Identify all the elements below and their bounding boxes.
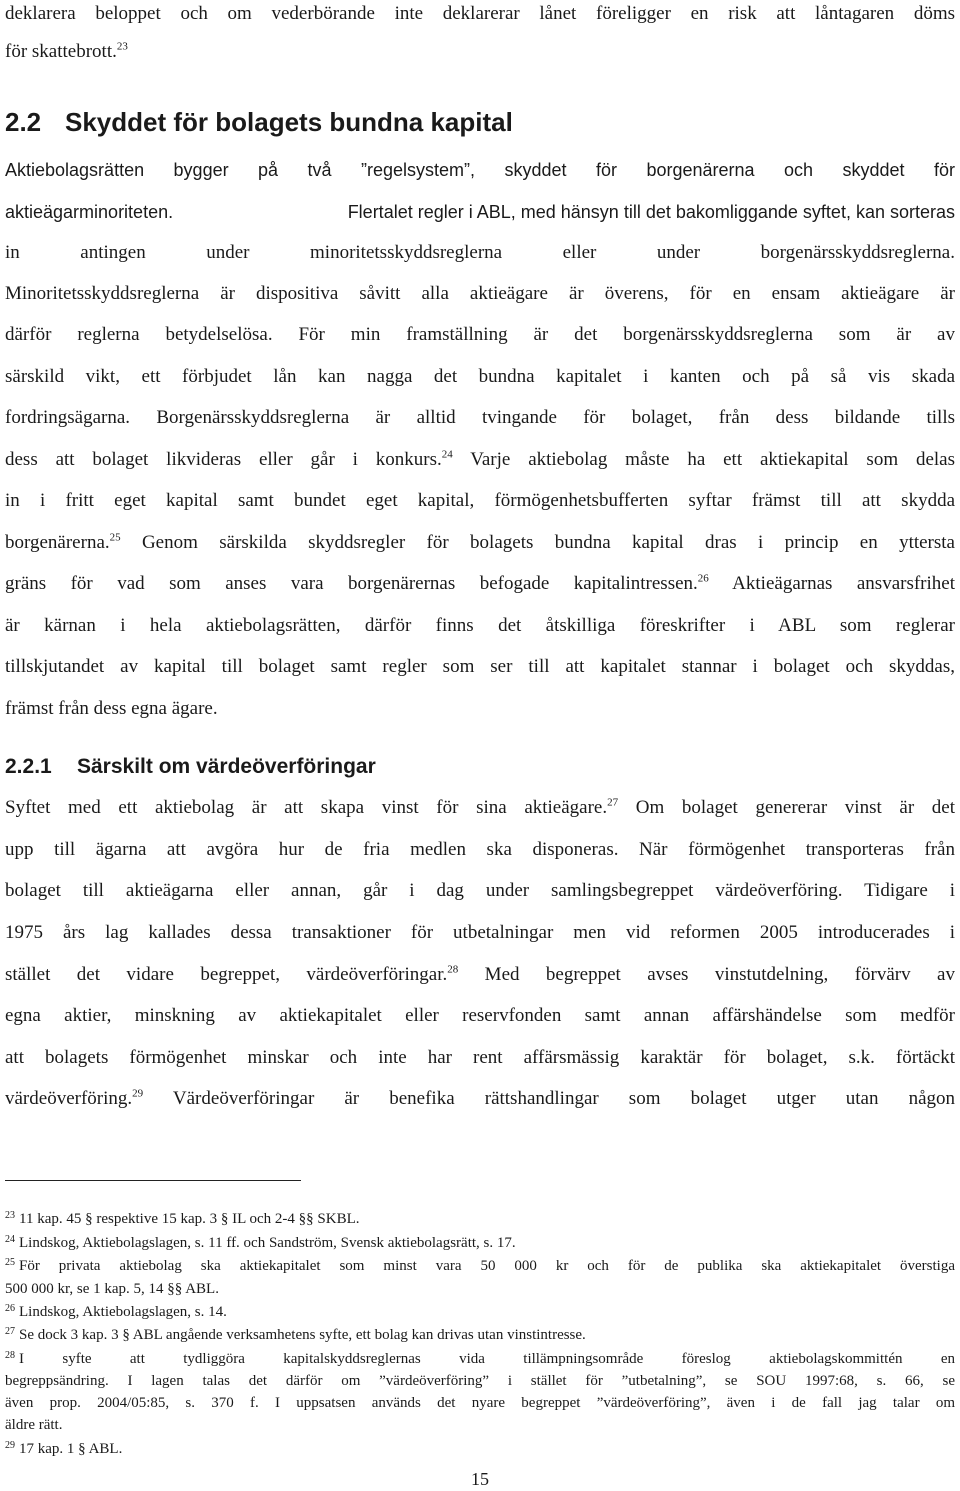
section-number: 2.2	[5, 107, 42, 137]
footnote-number: 27	[5, 1326, 15, 1337]
body-line: fordringsägarna. Borgenärsskyddsreglerna är alltid tvingande för bolaget, från dess bildande tills	[5, 407, 955, 428]
footnote-continuation: begreppsändring. I lagen talas det därför om ”värdeöverföring” i stället för ”utbetalning”, se SOU 1997:68, s. 66, se	[5, 1373, 955, 1389]
footnote-ref[interactable]: 28	[447, 963, 459, 976]
footnote-number: 28	[5, 1350, 15, 1361]
body-line: särskild vikt, ett förbjudet lån kan nagga det bundna kapitalet i kanten och på så vis skada	[5, 366, 955, 387]
footnote: $^{23}$ 11 kap. 45 § respektive 15 kap. 3 § IL och 2-4 §§ SKBL.	[5, 1210, 360, 1227]
footnote: $^{25}$ För privata aktiebolag ska aktiekapitalet som minst vara 50 000 kr och för de publika ska aktiekapitalet överstiga	[5, 1257, 955, 1274]
footnote-number: 29	[5, 1440, 15, 1451]
body-line: dess att bolaget likvideras eller går i konkurs.$^{24}$ Varje aktiebolag måste ha ett aktiekapital som delas	[5, 448, 955, 470]
footnote: $^{29}$ 17 kap. 1 § ABL.	[5, 1440, 123, 1457]
footnote-ref[interactable]: 25	[109, 531, 121, 544]
body-line: tillskjutandet av kapital till bolaget samt regler som ser till att kapitalet stannar i bolaget och skyddas,	[5, 656, 955, 677]
body-text: aktieägarminoriteten.	[5, 202, 174, 222]
footnote-ref[interactable]: 27	[607, 796, 619, 809]
body-line	[5, 200, 955, 224]
body-line: in antingen under minoritetsskyddsreglerna eller under borgenärsskyddsreglerna.	[5, 242, 955, 263]
body-line: 1975 års lag kallades dessa transaktioner för utbetalningar men vid reformen 2005 introducerades i	[5, 922, 955, 943]
body-line: stället det vidare begreppet, värdeöverföringar.$^{28}$ Med begreppet avses vinstutdelning, förvärv av	[5, 963, 955, 985]
body-line: gräns för vad som anses vara borgenärernas befogade kapitalintressen.$^{26}$ Aktieägarnas ansvarsfrihet	[5, 572, 955, 594]
footnote: $^{28}$ I syfte att tydliggöra kapitalskyddsreglernas vida tillämpningsområde föreslog aktiebolagskommittén en	[5, 1350, 955, 1367]
section-heading	[5, 106, 513, 138]
footnote-ref[interactable]: 29	[132, 1087, 144, 1100]
footnote-continuation: även prop. 2004/05:85, s. 370 f. I uppsatsen används det nyare begreppet ”värdeöverföring”, även i de fall jag talar om	[5, 1395, 955, 1411]
body-line: Minoritetsskyddsreglerna är dispositiva såvitt alla aktieägare är överens, för en ensam aktieägare är	[5, 283, 955, 304]
footnote-number: 24	[5, 1234, 15, 1245]
body-line: deklarera beloppet och om vederbörande inte deklarerar lånet föreligger en risk att låntagaren döms	[5, 3, 955, 24]
body-line: därför reglerna betydelselösa. För min framställning är det borgenärsskyddsreglerna som är av	[5, 324, 955, 345]
page-number: 15	[471, 1469, 489, 1489]
footnote-continuation: äldre rätt.	[5, 1417, 63, 1433]
footnote-number: 23	[5, 1210, 15, 1221]
body-line: Aktiebolagsrätten bygger på två ”regelsystem”, skyddet för borgenärerna och skyddet för	[5, 160, 955, 180]
footnote-number: 25	[5, 1257, 15, 1268]
body-line: borgenärerna.$^{25}$ Genom särskilda skyddsregler för bolagets bundna kapital dras i princip en yttersta	[5, 531, 955, 553]
footnote-ref[interactable]: 26	[697, 572, 709, 585]
subsection-heading	[5, 753, 376, 781]
body-line: bolaget till aktieägarna eller annan, går i dag under samlingsbegreppet värdeöverföring. Tidigare i	[5, 880, 955, 901]
body-text: Flertalet regler i ABL, med hänsyn till det bakomliggande syftet, kan sorteras	[347, 202, 955, 222]
footnote-ref[interactable]: 23	[116, 40, 128, 53]
footnote: $^{24}$ Lindskog, Aktiebolagslagen, s. 11 ff. och Sandström, Svensk aktiebolagsrätt, s. 17.	[5, 1234, 516, 1251]
footnote-ref[interactable]: 24	[441, 448, 453, 461]
footnote-number: 26	[5, 1303, 15, 1314]
body-line: att bolagets förmögenhet minskar och inte har rent affärsmässig karaktär för bolaget, s.k. förtäckt	[5, 1047, 955, 1068]
body-line: är kärnan i hela aktiebolagsrätten, därför finns det åtskilliga föreskrifter i ABL som reglerar	[5, 615, 955, 636]
footnote-separator	[5, 1180, 301, 1181]
body-line: upp till ägarna att avgöra hur de fria medlen ska disponeras. När förmögenhet transporteras från	[5, 839, 955, 860]
section-title: Särskilt om värdeöverföringar	[77, 755, 376, 778]
body-line: främst från dess egna ägare.	[5, 698, 218, 719]
body-line: värdeöverföring.$^{29}$ Värdeöverföringar är benefika rättshandlingar som bolaget utger utan någon	[5, 1087, 955, 1109]
section-number: 2.2.1	[5, 755, 52, 778]
body-line: Syftet med ett aktiebolag är att skapa vinst för sina aktieägare.$^{27}$ Om bolaget genererar vinst är det	[5, 796, 956, 818]
body-line: egna aktier, minskning av aktiekapitalet eller reservfonden samt annan affärshändelse som medför	[5, 1005, 955, 1026]
footnote-continuation: 500 000 kr, se 1 kap. 5, 14 §§ ABL.	[5, 1281, 219, 1297]
body-line: för skattebrott.$^{23}$	[5, 40, 128, 62]
footnote: $^{26}$ Lindskog, Aktiebolagslagen, s. 14.	[5, 1303, 227, 1320]
footnote: $^{27}$ Se dock 3 kap. 3 § ABL angående verksamhetens syfte, ett bolag kan drivas utan vinstintresse.	[5, 1326, 586, 1343]
section-title: Skyddet för bolagets bundna kapital	[65, 107, 513, 137]
body-line: in i fritt eget kapital samt bundet eget kapital, förmögenhetsbufferten syftar främst till att skydda	[5, 490, 955, 511]
